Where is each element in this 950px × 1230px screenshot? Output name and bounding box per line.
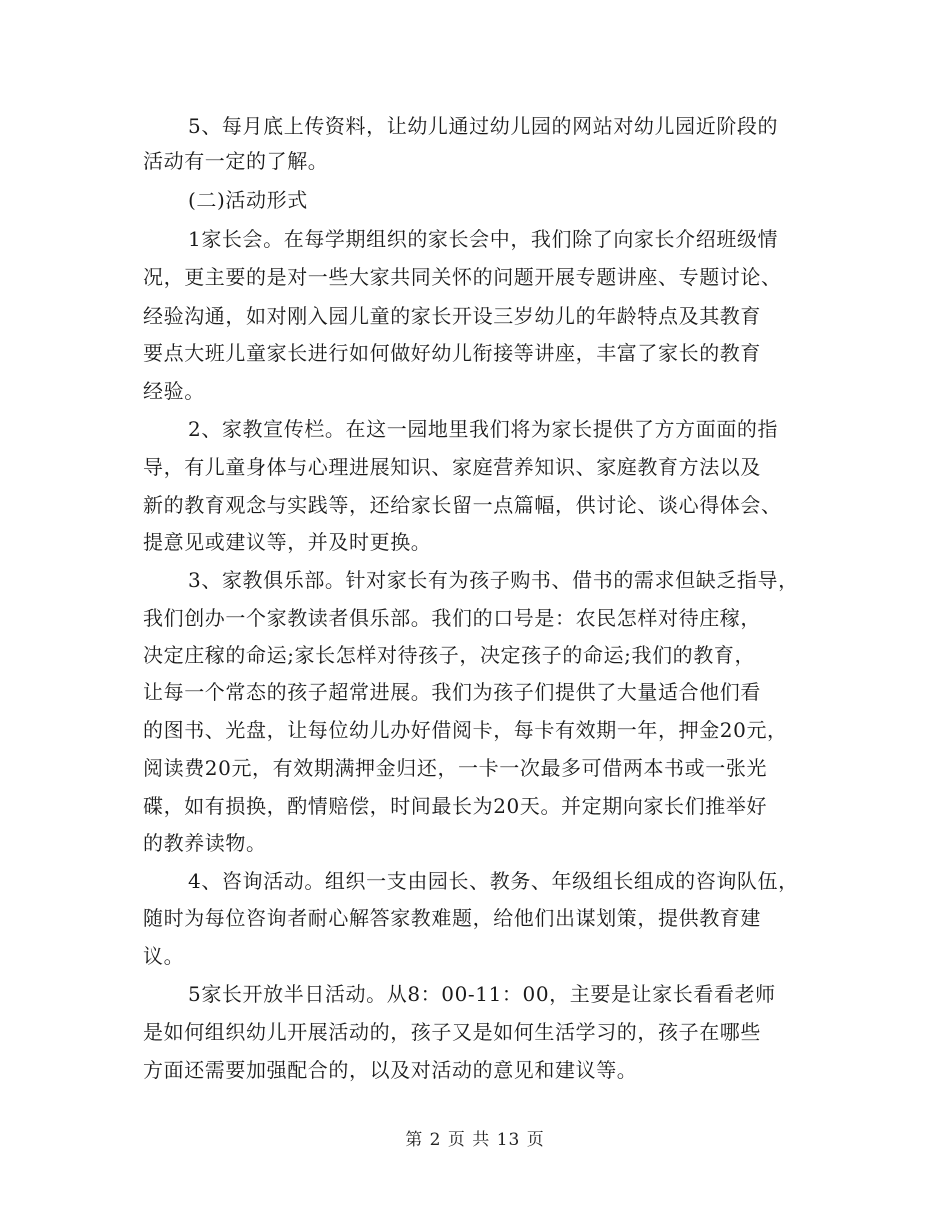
page-number-footer: 第 2 页 共 13 页 (405, 1130, 545, 1150)
text-line: 提意见或建议等，并及时更换。 (143, 530, 432, 554)
text-line: 5、每月底上传资料，让幼儿通过幼儿园的网站对幼儿园近阶段的 (188, 114, 779, 138)
text-line: 碟，如有损换，酌情赔偿，时间最长为20天。并定期向家长们推举好 (143, 794, 768, 818)
text-line: 况，更主要的是对一些大家共同关怀的问题开展专题讲座、专题讨论、 (143, 265, 782, 289)
text-line: 方面还需要加强配合的，以及对活动的意见和建议等。 (143, 1058, 638, 1082)
text-line: 的教养读物。 (143, 831, 267, 855)
text-line: 4、咨询活动。组织一支由园长、教务、年级组长组成的咨询队伍， (188, 869, 799, 893)
text-line: 3、家教俱乐部。针对家长有为孩子购书、借书的需求但缺乏指导， (188, 568, 799, 592)
text-line: 的图书、光盘，让每位幼儿办好借阅卡，每卡有效期一年，押金20元， (143, 718, 788, 742)
text-line: 经验沟通，如对刚入园儿童的家长开设三岁幼儿的年龄特点及其教育 (143, 304, 761, 328)
text-line: 是如何组织幼儿开展活动的，孩子又是如何生活学习的，孩子在哪些 (143, 1020, 761, 1044)
text-line: 导，有儿童身体与心理进展知识、家庭营养知识、家庭教育方法以及 (143, 455, 761, 479)
text-line: 经验。 (143, 379, 205, 403)
text-line: 2、家教宣传栏。在这一园地里我们将为家长提供了方方面面的指 (188, 417, 779, 441)
text-line: 活动有一定的了解。 (143, 149, 329, 173)
text-line: 新的教育观念与实践等，还给家长留一点篇幅，供讨论、谈心得体会、 (143, 493, 782, 517)
text-line: 阅读费20元，有效期满押金归还，一卡一次最多可借两本书或一张光 (143, 756, 768, 780)
section-heading: (二)活动形式 (188, 188, 308, 212)
text-line: 5家长开放半日活动。从8：00-11：00，主要是让家长看看老师 (188, 982, 776, 1006)
text-line: 1家长会。在每学期组织的家长会中，我们除了向家长介绍班级情 (188, 227, 779, 251)
text-line: 要点大班儿童家长进行如何做好幼儿衔接等讲座，丰富了家长的教育 (143, 341, 761, 365)
text-line: 议。 (143, 944, 185, 968)
text-line: 让每一个常态的孩子超常进展。我们为孩子们提供了大量适合他们看 (143, 680, 761, 704)
text-line: 随时为每位咨询者耐心解答家教难题，给他们出谋划策，提供教育建 (143, 906, 761, 930)
text-line: 决定庄稼的命运;家长怎样对待孩子，决定孩子的命运;我们的教育， (143, 643, 756, 667)
text-line: 我们创办一个家教读者俱乐部。我们的口号是：农民怎样对待庄稼， (143, 606, 761, 630)
